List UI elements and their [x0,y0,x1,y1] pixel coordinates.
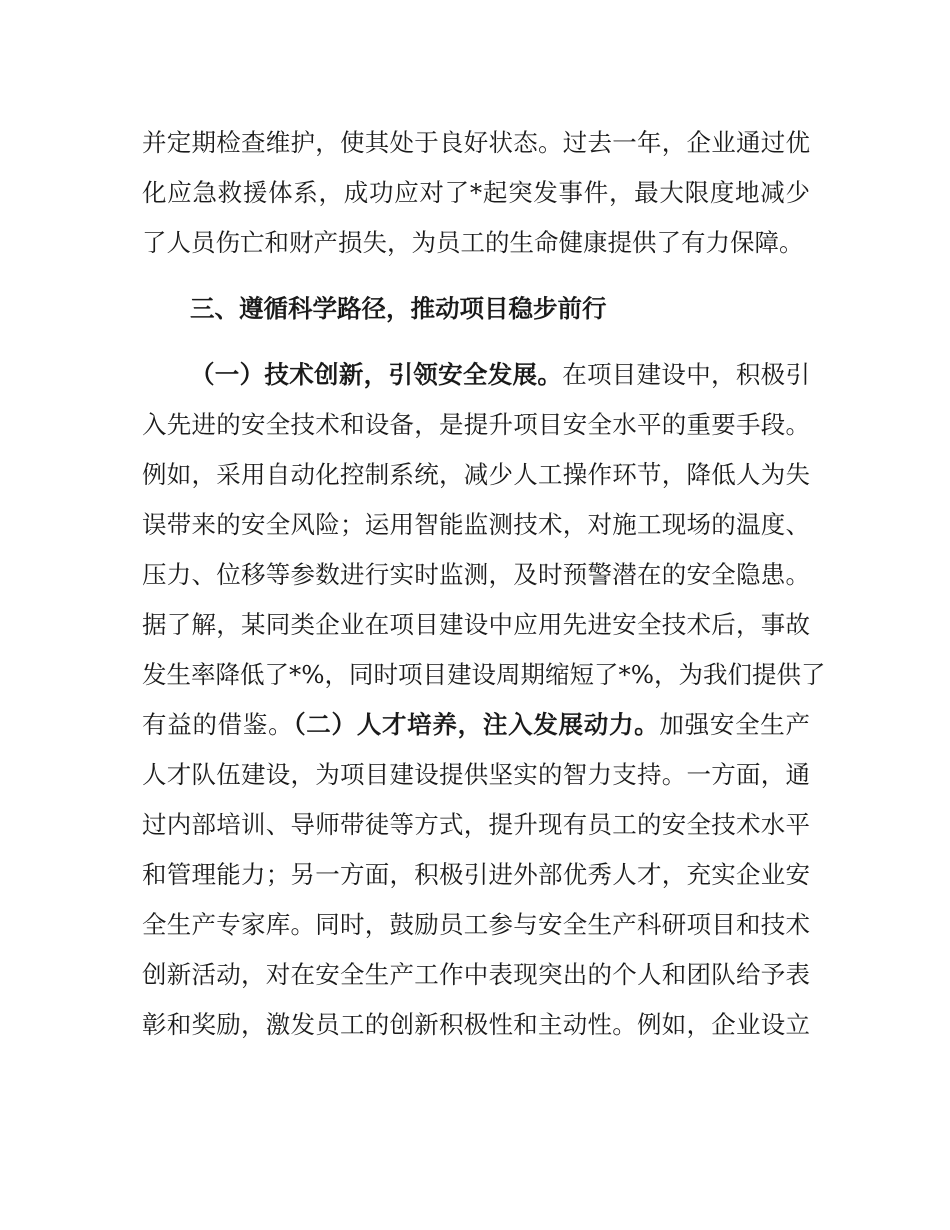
subsection-1-first-line [190,350,810,400]
paragraph-line: 化应急救援体系，成功应对了*起突发事件，最大限度地减少 [142,178,810,207]
subsection-1-title: （一）技术创新，引领安全发展。 [190,360,563,389]
paragraph-text: 加强安全生产 [659,710,811,739]
paragraph-line: 发生率降低了*%，同时项目建设周期缩短了*%，为我们提供了 [142,660,826,689]
paragraph-line: 人才队伍建设，为项目建设提供坚实的智力支持。一方面，通 [142,760,810,789]
paragraph-line: 误带来的安全风险；运用智能监测技术，对施工现场的温度、 [142,510,810,539]
paragraph-line: 据了解，某同类企业在项目建设中应用先进安全技术后，事故 [142,610,810,639]
paragraph-line: 过内部培训、导师带徒等方式，提升现有员工的安全技术水平 [142,810,810,839]
paragraph-text: 有益的借鉴。 [142,710,294,739]
paragraph-line: 例如，采用自动化控制系统，减少人工操作环节，降低人为失 [142,460,810,489]
paragraph-line: 创新活动，对在安全生产工作中表现突出的个人和团队给予表 [142,960,810,989]
section-heading: 三、遵循科学路径，推动项目稳步前行 [190,294,607,323]
subsection-1-lead: 在项目建设中，积极引 [562,360,810,389]
paragraph-line: 入先进的安全技术和设备，是提升项目安全水平的重要手段。 [142,410,810,439]
subsection-2-line [142,700,810,750]
paragraph-line: 和管理能力；另一方面，积极引进外部优秀人才，充实企业安 [142,860,810,889]
paragraph-line: 并定期检查维护，使其处于良好状态。过去一年，企业通过优 [142,128,810,157]
paragraph-line: 了人员伤亡和财产损失，为员工的生命健康提供了有力保障。 [142,228,804,257]
paragraph-line: 压力、位移等参数进行实时监测，及时预警潜在的安全隐患。 [142,560,810,589]
paragraph-line: 全生产专家库。同时，鼓励员工参与安全生产科研项目和技术 [142,910,810,939]
paragraph-line: 彰和奖励，激发员工的创新积极性和主动性。例如，企业设立 [142,1010,810,1039]
subsection-2-title: （二）人才培养，注入发展动力。 [293,710,660,739]
